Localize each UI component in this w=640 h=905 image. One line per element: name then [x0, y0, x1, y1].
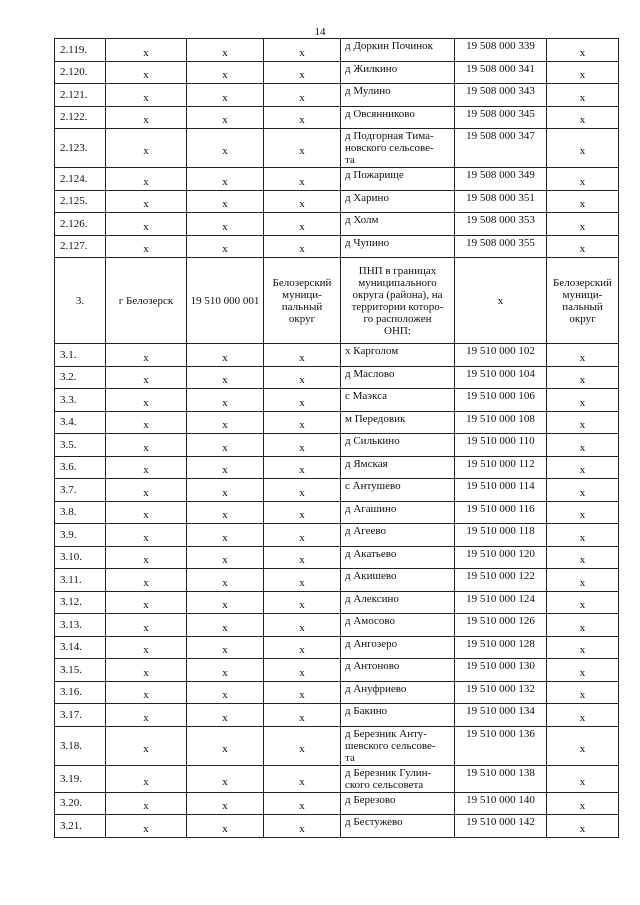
row-city-cell: x	[106, 344, 187, 367]
row-number: 3.19.	[55, 765, 106, 792]
row-number: 3.15.	[55, 659, 106, 682]
row-number: 3.10.	[55, 546, 106, 569]
group-row-description: ПНП в границах муниципального округа (района), на территории которо- го расположен ОНП:	[341, 258, 455, 344]
row-district-cell: x	[264, 129, 341, 168]
group-row-settlement-code: x	[455, 258, 547, 344]
settlements-table	[54, 38, 619, 838]
row-settlement-code: 19 510 000 128	[455, 636, 547, 659]
row-district-cell: x	[264, 39, 341, 62]
row-settlement-code: 19 508 000 351	[455, 190, 547, 213]
row-settlement-code: 19 510 000 132	[455, 681, 547, 704]
row-city-cell: x	[106, 366, 187, 389]
row-district-cell: x	[264, 636, 341, 659]
row-settlement-code: 19 510 000 120	[455, 546, 547, 569]
row-district-cell: x	[264, 235, 341, 258]
row-settlement-code: 19 508 000 353	[455, 213, 547, 236]
row-city-cell: x	[106, 681, 187, 704]
row-district-alt-cell: x	[547, 614, 619, 637]
row-settlement-code: 19 510 000 116	[455, 501, 547, 524]
table-row	[55, 213, 619, 236]
row-code-cell: x	[187, 614, 264, 637]
row-district-cell: x	[264, 726, 341, 765]
row-settlement-name: д Агеево	[341, 524, 455, 547]
row-code-cell: x	[187, 168, 264, 191]
row-city-cell: x	[106, 726, 187, 765]
row-settlement-name: д Мулино	[341, 84, 455, 107]
row-settlement-name: д Ямская	[341, 456, 455, 479]
row-code-cell: x	[187, 501, 264, 524]
row-district-alt-cell: x	[547, 129, 619, 168]
table-row	[55, 479, 619, 502]
row-district-alt-cell: x	[547, 546, 619, 569]
row-settlement-name: д Березник Анту- шевского сельсове- та	[341, 726, 455, 765]
group-row	[55, 258, 619, 344]
row-district-alt-cell: x	[547, 681, 619, 704]
row-district-cell: x	[264, 84, 341, 107]
row-district-alt-cell: x	[547, 659, 619, 682]
row-district-cell: x	[264, 434, 341, 457]
row-city-cell: x	[106, 389, 187, 412]
row-settlement-name: д Доркин Починок	[341, 39, 455, 62]
row-district-alt-cell: x	[547, 704, 619, 727]
row-district-cell: x	[264, 792, 341, 815]
row-district-alt-cell: x	[547, 213, 619, 236]
row-city-cell: x	[106, 636, 187, 659]
row-settlement-code: 19 510 000 112	[455, 456, 547, 479]
row-number: 3.5.	[55, 434, 106, 457]
row-settlement-name: м Передовик	[341, 411, 455, 434]
row-number: 3.8.	[55, 501, 106, 524]
table-row	[55, 591, 619, 614]
group-row-code: 19 510 000 001	[187, 258, 264, 344]
row-city-cell: x	[106, 190, 187, 213]
row-code-cell: x	[187, 659, 264, 682]
row-settlement-code: 19 508 000 355	[455, 235, 547, 258]
row-settlement-name: д Жилкино	[341, 61, 455, 84]
table-row	[55, 190, 619, 213]
row-settlement-code: 19 510 000 134	[455, 704, 547, 727]
row-city-cell: x	[106, 546, 187, 569]
row-code-cell: x	[187, 129, 264, 168]
table-body-part-b	[55, 344, 619, 838]
row-code-cell: x	[187, 591, 264, 614]
row-settlement-code: 19 510 000 122	[455, 569, 547, 592]
row-settlement-name: д Маслово	[341, 366, 455, 389]
row-number: 3.17.	[55, 704, 106, 727]
row-settlement-code: 19 510 000 106	[455, 389, 547, 412]
row-district-alt-cell: x	[547, 479, 619, 502]
table-row	[55, 235, 619, 258]
row-city-cell: x	[106, 213, 187, 236]
row-code-cell: x	[187, 434, 264, 457]
table-row	[55, 614, 619, 637]
row-number: 3.16.	[55, 681, 106, 704]
row-number: 3.1.	[55, 344, 106, 367]
row-district-cell: x	[264, 190, 341, 213]
row-number: 2.125.	[55, 190, 106, 213]
row-settlement-code: 19 510 000 102	[455, 344, 547, 367]
row-code-cell: x	[187, 681, 264, 704]
row-code-cell: x	[187, 636, 264, 659]
row-district-alt-cell: x	[547, 366, 619, 389]
table-body-group	[55, 258, 619, 344]
row-number: 3.9.	[55, 524, 106, 547]
table-row	[55, 726, 619, 765]
table-row	[55, 434, 619, 457]
row-settlement-name: д Чупино	[341, 235, 455, 258]
row-settlement-code: 19 510 000 136	[455, 726, 547, 765]
row-settlement-name: д Березово	[341, 792, 455, 815]
group-row-district-alt: Белозерский муници- пальный округ	[547, 258, 619, 344]
row-district-alt-cell: x	[547, 39, 619, 62]
row-number: 3.7.	[55, 479, 106, 502]
table-row	[55, 501, 619, 524]
row-code-cell: x	[187, 765, 264, 792]
row-district-alt-cell: x	[547, 524, 619, 547]
table-row	[55, 792, 619, 815]
row-settlement-name: д Агашино	[341, 501, 455, 524]
row-code-cell: x	[187, 106, 264, 129]
row-district-alt-cell: x	[547, 569, 619, 592]
row-district-cell: x	[264, 168, 341, 191]
row-code-cell: x	[187, 389, 264, 412]
row-city-cell: x	[106, 84, 187, 107]
row-city-cell: x	[106, 479, 187, 502]
row-district-alt-cell: x	[547, 389, 619, 412]
row-settlement-name: д Ануфриево	[341, 681, 455, 704]
table-row	[55, 815, 619, 838]
row-code-cell: x	[187, 344, 264, 367]
table-row	[55, 106, 619, 129]
row-number: 2.126.	[55, 213, 106, 236]
row-number: 3.6.	[55, 456, 106, 479]
row-district-alt-cell: x	[547, 235, 619, 258]
row-district-alt-cell: x	[547, 815, 619, 838]
row-settlement-name: с Антушево	[341, 479, 455, 502]
row-city-cell: x	[106, 39, 187, 62]
row-settlement-code: 19 508 000 341	[455, 61, 547, 84]
row-code-cell: x	[187, 411, 264, 434]
row-code-cell: x	[187, 546, 264, 569]
row-city-cell: x	[106, 501, 187, 524]
row-settlement-code: 19 510 000 126	[455, 614, 547, 637]
table-row	[55, 61, 619, 84]
table-row	[55, 659, 619, 682]
row-district-cell: x	[264, 524, 341, 547]
row-number: 3.20.	[55, 792, 106, 815]
row-settlement-name: д Акишево	[341, 569, 455, 592]
row-number: 2.122.	[55, 106, 106, 129]
row-settlement-code: 19 510 000 114	[455, 479, 547, 502]
row-district-alt-cell: x	[547, 456, 619, 479]
row-number: 2.123.	[55, 129, 106, 168]
row-number: 2.120.	[55, 61, 106, 84]
row-settlement-name: д Бакино	[341, 704, 455, 727]
row-settlement-name: д Бестужево	[341, 815, 455, 838]
row-city-cell: x	[106, 235, 187, 258]
row-code-cell: x	[187, 792, 264, 815]
row-district-cell: x	[264, 569, 341, 592]
row-number: 3.11.	[55, 569, 106, 592]
row-settlement-code: 19 510 000 138	[455, 765, 547, 792]
row-city-cell: x	[106, 106, 187, 129]
row-district-cell: x	[264, 681, 341, 704]
row-number: 3.4.	[55, 411, 106, 434]
row-code-cell: x	[187, 704, 264, 727]
row-settlement-name: д Подгорная Тима- новского сельсове- та	[341, 129, 455, 168]
row-district-alt-cell: x	[547, 765, 619, 792]
row-city-cell: x	[106, 614, 187, 637]
row-city-cell: x	[106, 659, 187, 682]
table-row	[55, 84, 619, 107]
row-settlement-code: 19 508 000 345	[455, 106, 547, 129]
page-number: 14	[314, 26, 326, 38]
row-city-cell: x	[106, 411, 187, 434]
row-code-cell: x	[187, 569, 264, 592]
row-district-cell: x	[264, 591, 341, 614]
row-number: 2.121.	[55, 84, 106, 107]
group-row-city: г Белозерск	[106, 258, 187, 344]
row-city-cell: x	[106, 591, 187, 614]
row-code-cell: x	[187, 524, 264, 547]
row-city-cell: x	[106, 524, 187, 547]
row-district-alt-cell: x	[547, 61, 619, 84]
row-code-cell: x	[187, 190, 264, 213]
row-district-cell: x	[264, 479, 341, 502]
table-body-part-a	[55, 39, 619, 258]
table-row	[55, 168, 619, 191]
row-code-cell: x	[187, 366, 264, 389]
group-row-number: 3.	[55, 258, 106, 344]
table-row	[55, 344, 619, 367]
row-district-alt-cell: x	[547, 792, 619, 815]
row-district-cell: x	[264, 456, 341, 479]
row-district-cell: x	[264, 815, 341, 838]
row-code-cell: x	[187, 815, 264, 838]
row-number: 3.21.	[55, 815, 106, 838]
row-settlement-name: х Карголом	[341, 344, 455, 367]
row-settlement-code: 19 510 000 130	[455, 659, 547, 682]
row-district-cell: x	[264, 546, 341, 569]
row-settlement-name: д Овсянниково	[341, 106, 455, 129]
row-settlement-name: д Акатьево	[341, 546, 455, 569]
row-settlement-name: д Березник Гулин- ского сельсовета	[341, 765, 455, 792]
row-district-alt-cell: x	[547, 344, 619, 367]
row-city-cell: x	[106, 456, 187, 479]
row-district-alt-cell: x	[547, 501, 619, 524]
row-settlement-code: 19 510 000 104	[455, 366, 547, 389]
row-settlement-code: 19 510 000 142	[455, 815, 547, 838]
row-settlement-code: 19 508 000 349	[455, 168, 547, 191]
row-district-cell: x	[264, 366, 341, 389]
table-row	[55, 456, 619, 479]
table-row	[55, 765, 619, 792]
table-row	[55, 129, 619, 168]
row-code-cell: x	[187, 84, 264, 107]
row-district-cell: x	[264, 411, 341, 434]
row-district-cell: x	[264, 344, 341, 367]
row-settlement-code: 19 508 000 343	[455, 84, 547, 107]
group-row-district: Белозерский муници- пальный округ	[264, 258, 341, 344]
row-settlement-name: д Ангозеро	[341, 636, 455, 659]
row-district-alt-cell: x	[547, 84, 619, 107]
row-number: 3.12.	[55, 591, 106, 614]
row-number: 2.124.	[55, 168, 106, 191]
row-district-alt-cell: x	[547, 190, 619, 213]
row-district-cell: x	[264, 389, 341, 412]
row-number: 3.18.	[55, 726, 106, 765]
row-city-cell: x	[106, 815, 187, 838]
row-number: 3.2.	[55, 366, 106, 389]
table-row	[55, 524, 619, 547]
row-settlement-code: 19 508 000 339	[455, 39, 547, 62]
row-number: 2.119.	[55, 39, 106, 62]
row-district-alt-cell: x	[547, 106, 619, 129]
row-district-alt-cell: x	[547, 434, 619, 457]
row-settlement-code: 19 510 000 118	[455, 524, 547, 547]
row-district-alt-cell: x	[547, 168, 619, 191]
row-settlement-code: 19 510 000 124	[455, 591, 547, 614]
table-row	[55, 704, 619, 727]
row-code-cell: x	[187, 479, 264, 502]
row-district-cell: x	[264, 501, 341, 524]
row-settlement-name: д Холм	[341, 213, 455, 236]
row-district-alt-cell: x	[547, 591, 619, 614]
table-row	[55, 389, 619, 412]
row-settlement-name: д Силькино	[341, 434, 455, 457]
table-row	[55, 366, 619, 389]
row-district-cell: x	[264, 213, 341, 236]
row-settlement-code: 19 510 000 108	[455, 411, 547, 434]
row-settlement-code: 19 510 000 140	[455, 792, 547, 815]
row-district-alt-cell: x	[547, 636, 619, 659]
row-city-cell: x	[106, 704, 187, 727]
row-settlement-name: д Пожарище	[341, 168, 455, 191]
row-code-cell: x	[187, 726, 264, 765]
row-code-cell: x	[187, 235, 264, 258]
row-district-cell: x	[264, 765, 341, 792]
row-district-cell: x	[264, 704, 341, 727]
table-row	[55, 546, 619, 569]
row-city-cell: x	[106, 434, 187, 457]
table-row	[55, 636, 619, 659]
row-city-cell: x	[106, 569, 187, 592]
row-district-cell: x	[264, 61, 341, 84]
row-district-alt-cell: x	[547, 411, 619, 434]
row-settlement-code: 19 510 000 110	[455, 434, 547, 457]
row-district-cell: x	[264, 659, 341, 682]
row-settlement-name: д Алексино	[341, 591, 455, 614]
table-row	[55, 569, 619, 592]
table-row	[55, 411, 619, 434]
row-number: 3.13.	[55, 614, 106, 637]
row-district-cell: x	[264, 614, 341, 637]
table-row	[55, 681, 619, 704]
row-city-cell: x	[106, 168, 187, 191]
row-settlement-name: с Маэкса	[341, 389, 455, 412]
row-city-cell: x	[106, 792, 187, 815]
row-settlement-name: д Антоново	[341, 659, 455, 682]
row-code-cell: x	[187, 39, 264, 62]
row-code-cell: x	[187, 213, 264, 236]
row-city-cell: x	[106, 129, 187, 168]
row-number: 3.14.	[55, 636, 106, 659]
row-code-cell: x	[187, 61, 264, 84]
row-city-cell: x	[106, 765, 187, 792]
row-number: 3.3.	[55, 389, 106, 412]
row-district-alt-cell: x	[547, 726, 619, 765]
row-district-cell: x	[264, 106, 341, 129]
row-settlement-code: 19 508 000 347	[455, 129, 547, 168]
table-row	[55, 39, 619, 62]
row-settlement-name: д Амосово	[341, 614, 455, 637]
row-code-cell: x	[187, 456, 264, 479]
row-city-cell: x	[106, 61, 187, 84]
row-number: 2.127.	[55, 235, 106, 258]
row-settlement-name: д Харино	[341, 190, 455, 213]
